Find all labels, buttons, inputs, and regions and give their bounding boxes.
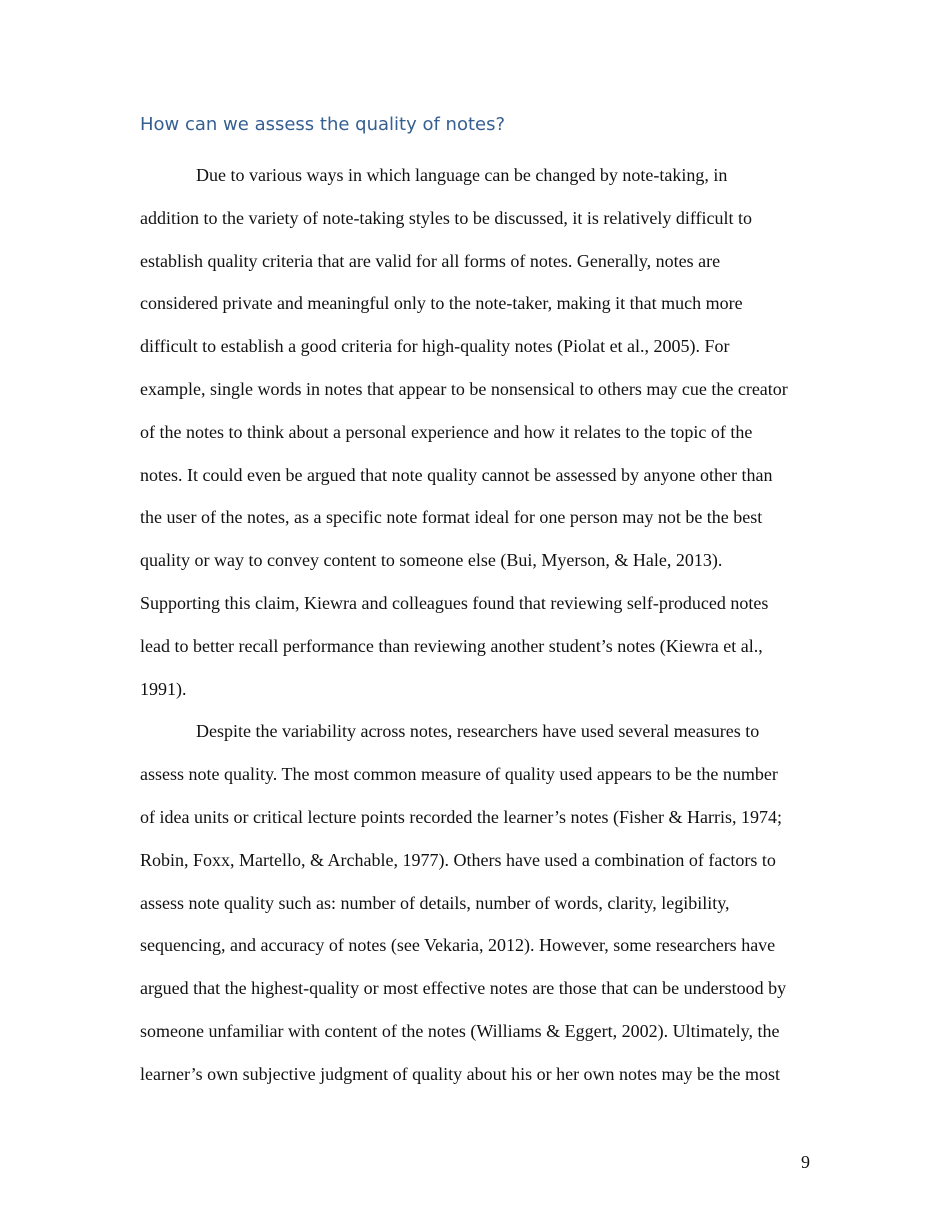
paragraph-line: of the notes to think about a personal experience and how it relates to the topic of the	[140, 421, 753, 442]
paragraph-line: notes. It could even be argued that note quality cannot be assessed by anyone other than	[140, 464, 773, 485]
paragraph-line: someone unfamiliar with content of the notes (Williams & Eggert, 2002). Ultimately, the	[140, 1020, 780, 1041]
paragraph-line: example, single words in notes that appear to be nonsensical to others may cue the creator	[140, 378, 788, 399]
paragraph-line: learner’s own subjective judgment of quality about his or her own notes may be the most	[140, 1063, 781, 1084]
paragraph-line: 1991).	[140, 678, 187, 699]
paragraph-line: the user of the notes, as a specific note format ideal for one person may not be the best	[140, 507, 763, 528]
paragraph-line: considered private and meaningful only to the note-taker, making it that much more	[140, 293, 743, 314]
paragraph-line: quality or way to convey content to someone else (Bui, Myerson, & Hale, 2013).	[140, 550, 723, 571]
paragraph-2	[140, 710, 815, 1095]
paragraph-line: difficult to establish a good criteria for high-quality notes (Piolat et al., 2005). For	[140, 336, 730, 357]
body-text	[140, 154, 815, 1096]
paragraph-line: addition to the variety of note-taking styles to be discussed, it is relatively difficult to	[140, 207, 753, 228]
paragraph-line: lead to better recall performance than reviewing another student’s notes (Kiewra et al.,	[140, 635, 763, 656]
paragraph-line: Due to various ways in which language can be changed by note-taking, in	[196, 165, 728, 185]
paragraph-line: argued that the highest-quality or most effective notes are those that can be understood by	[140, 978, 787, 999]
page-number: 9	[801, 1152, 810, 1172]
paragraph-line: sequencing, and accuracy of notes (see Vekaria, 2012). However, some researchers have	[140, 935, 776, 956]
paragraph-line: assess note quality. The most common measure of quality used appears to be the number	[140, 764, 778, 785]
section-heading: How can we assess the quality of notes?	[140, 114, 506, 135]
paragraph-line: of idea units or critical lecture points recorded the learner’s notes (Fisher & Harris, 1974;	[140, 806, 782, 827]
paragraph-line: Despite the variability across notes, researchers have used several measures to	[196, 721, 760, 742]
paragraph-1	[140, 154, 815, 710]
paragraph-line: Robin, Foxx, Martello, & Archable, 1977). Others have used a combination of factors to	[140, 849, 776, 870]
paragraph-line: Supporting this claim, Kiewra and colleagues found that reviewing self-produced notes	[140, 592, 769, 613]
paragraph-line: assess note quality such as: number of details, number of words, clarity, legibility,	[140, 892, 730, 913]
paragraph-line: establish quality criteria that are valid for all forms of notes. Generally, notes are	[140, 250, 721, 271]
